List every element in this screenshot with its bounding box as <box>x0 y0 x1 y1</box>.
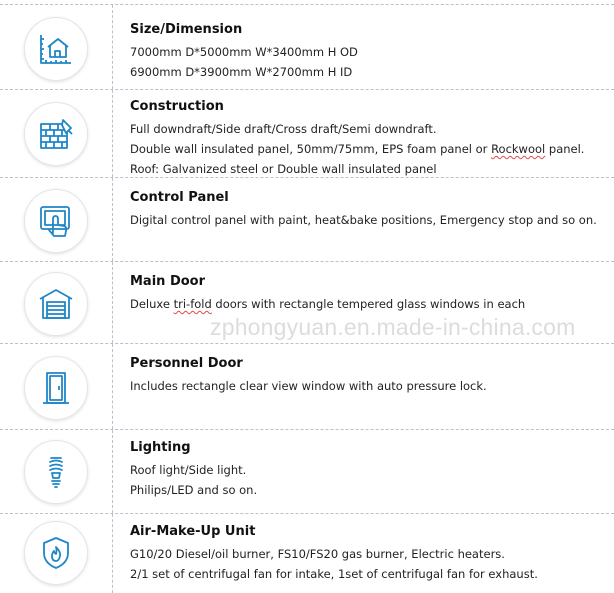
icon-cell <box>0 514 113 593</box>
spec-row-construction <box>0 90 614 178</box>
spec-title: Construction <box>130 99 224 114</box>
icon-cell <box>0 430 113 513</box>
blueprint-house-icon <box>38 31 74 67</box>
spec-line-part: panel. <box>545 142 585 156</box>
spec-row-personnel-door <box>0 344 614 430</box>
icon-cell <box>0 344 113 429</box>
spec-line-with-squiggle <box>130 139 608 159</box>
icon-cell <box>0 5 113 89</box>
icon-circle <box>24 521 88 585</box>
spec-row-size <box>0 4 614 90</box>
flame-shield-icon <box>38 535 74 571</box>
door-icon <box>38 370 74 406</box>
spec-text <box>130 439 608 500</box>
spec-text <box>130 189 608 230</box>
icon-circle <box>24 189 88 253</box>
spec-line: Full downdraft/Side draft/Cross draft/Semi downdraft. <box>130 122 437 136</box>
spec-row-main-door <box>0 262 614 344</box>
spec-text <box>130 21 608 82</box>
spec-text <box>130 98 608 179</box>
spec-line: 6900mm D*3900mm W*2700mm H ID <box>130 65 353 79</box>
garage-door-icon <box>38 286 74 322</box>
spec-line: Roof: Galvanized steel or Double wall insulated panel <box>130 162 437 176</box>
icon-cell <box>0 178 113 261</box>
spec-title: Control Panel <box>130 190 229 205</box>
spec-text <box>130 273 608 314</box>
icon-circle <box>24 17 88 81</box>
spec-line: Roof light/Side light. <box>130 463 247 477</box>
spec-line-with-squiggle <box>130 294 608 314</box>
brick-wall-trowel-icon <box>38 116 74 152</box>
icon-circle <box>24 102 88 166</box>
watermark: zphongyuan.en.made-in-china.com <box>210 314 576 340</box>
spec-line: Digital control panel with paint, heat&bake positions, Emergency stop and so on. <box>130 213 597 227</box>
spec-line-part: tri-fold <box>173 297 212 311</box>
spec-row-air-make-up-unit <box>0 514 614 593</box>
spec-line-part: doors with rectangle tempered glass windows in each <box>211 297 526 311</box>
spec-title: Lighting <box>130 440 191 455</box>
touch-panel-icon <box>38 203 74 239</box>
icon-cell <box>0 262 113 343</box>
icon-cell <box>0 90 113 177</box>
spec-line: 7000mm D*5000mm W*3400mm H OD <box>130 45 358 59</box>
icon-circle <box>24 272 88 336</box>
icon-circle <box>24 356 88 420</box>
spec-line: Includes rectangle clear view window with auto pressure lock. <box>130 379 487 393</box>
spec-line: Philips/LED and so on. <box>130 483 258 497</box>
spec-title: Air-Make-Up Unit <box>130 524 256 539</box>
spec-line: G10/20 Diesel/oil burner, FS10/FS20 gas burner, Electric heaters. <box>130 547 505 561</box>
spec-line-part: Rockwool <box>491 142 546 156</box>
spec-line-part: Double wall insulated panel, 50mm/75mm, EPS foam panel or <box>130 142 492 156</box>
spec-text <box>130 523 608 584</box>
spec-title: Size/Dimension <box>130 22 243 37</box>
spec-line: 2/1 set of centrifugal fan for intake, 1set of centrifugal fan for exhaust. <box>130 567 538 581</box>
spec-line-part: Deluxe <box>130 297 174 311</box>
spec-text <box>130 355 608 396</box>
icon-circle <box>24 440 88 504</box>
spec-row-lighting <box>0 430 614 514</box>
spec-row-control-panel <box>0 178 614 262</box>
spec-title: Main Door <box>130 274 206 289</box>
light-bulb-icon <box>38 454 74 490</box>
spec-title: Personnel Door <box>130 356 243 371</box>
